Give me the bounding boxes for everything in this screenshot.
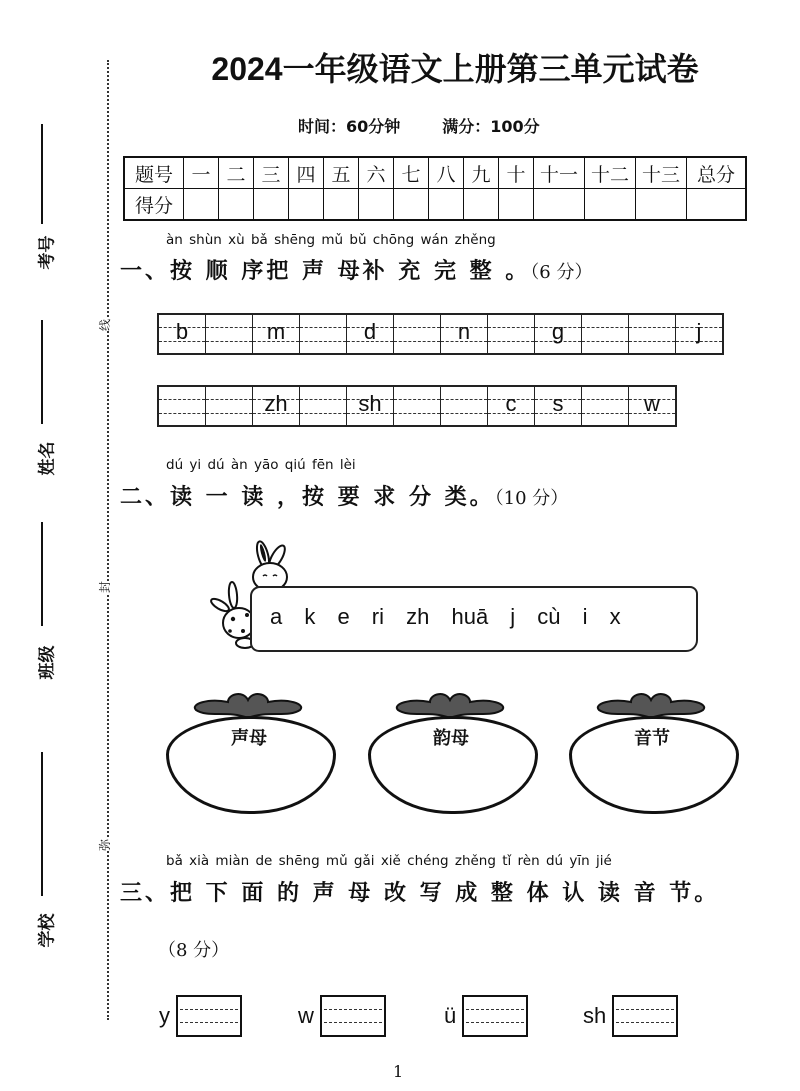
col-9: 九 (464, 157, 499, 189)
grid-cell[interactable]: c (488, 387, 535, 425)
grid-cell[interactable] (582, 387, 629, 425)
section1-points: （6 分） (530, 262, 593, 283)
section1-grid-row-2 (157, 385, 677, 427)
section1-grid-row-1 (157, 313, 724, 355)
grid-cell[interactable]: zh (253, 387, 300, 425)
answer-box[interactable] (176, 995, 242, 1037)
exam-info (298, 114, 582, 137)
score-cell[interactable] (359, 189, 394, 221)
section2-heading-text: 二、读 一 读 ，按 要 求 分 类。 (120, 485, 495, 510)
score-cell[interactable] (534, 189, 585, 221)
full-score: 满分：100分 (442, 117, 540, 136)
grid-cell[interactable] (394, 387, 441, 425)
col-4: 四 (289, 157, 324, 189)
answer-item-w (298, 995, 386, 1037)
section3-points: （8 分） (158, 940, 230, 961)
row-header-score: 得分 (124, 189, 184, 221)
col-2: 二 (219, 157, 254, 189)
grid-cell[interactable] (159, 387, 206, 425)
col-11: 十一 (534, 157, 585, 189)
section3-heading: 三、把 下 面 的 声 母 改 写 成 整 体 认 读 音 节。 (120, 881, 720, 906)
score-cell[interactable] (219, 189, 254, 221)
score-cell[interactable] (636, 189, 687, 221)
answer-box[interactable] (462, 995, 528, 1037)
grid-cell[interactable]: s (535, 387, 582, 425)
answer-box[interactable] (612, 995, 678, 1037)
exam-number-label: 考号 (37, 235, 58, 270)
grid-cell[interactable] (300, 315, 347, 353)
col-10: 十 (499, 157, 534, 189)
answer-label: sh (583, 1003, 607, 1028)
answer-item-u-umlaut (444, 995, 528, 1037)
category-basket-initials (162, 690, 336, 810)
binding-mark-close: 弥 (98, 838, 113, 852)
grid-cell[interactable]: sh (347, 387, 394, 425)
page-number: 1 (393, 1062, 404, 1081)
page-title: 2024一年级语文上册第三单元试卷 (211, 51, 699, 87)
binding-mark-seal: 封 (98, 580, 113, 594)
binding-mark-line: 线 (98, 318, 113, 332)
col-12: 十二 (585, 157, 636, 189)
category-label: 音节 (634, 728, 670, 749)
section3-pinyin: bǎ xià miàn de shēng mǔ gǎi xiě chéng zhěng tǐ rèn dú yīn jié (166, 853, 612, 869)
answer-label: ü (444, 1003, 457, 1028)
grid-cell[interactable]: m (253, 315, 300, 353)
grid-cell[interactable] (300, 387, 347, 425)
section1-heading (120, 254, 592, 285)
name-label: 姓名 (37, 441, 58, 476)
answer-label: y (159, 1003, 170, 1028)
question-number-row (124, 157, 746, 189)
grid-cell[interactable] (206, 315, 253, 353)
section3-points-line (158, 936, 229, 962)
section2-heading (120, 480, 568, 511)
grid-cell[interactable]: b (159, 315, 206, 353)
score-row (124, 189, 746, 221)
row-header-question-number: 题号 (124, 157, 184, 189)
section1-pinyin: àn shùn xù bǎ shēng mǔ bǔ chōng wán zhěng (166, 232, 496, 248)
col-total: 总分 (687, 157, 747, 189)
class-label: 班级 (37, 645, 58, 680)
class-field[interactable] (41, 522, 43, 626)
section1-heading-text: 一、按 顺 序把 声 母补 充 完 整 。 (120, 259, 531, 284)
grid-cell[interactable] (441, 387, 488, 425)
grid-cell[interactable] (629, 315, 676, 353)
category-basket-finals (364, 690, 538, 810)
answer-item-sh (583, 995, 678, 1037)
answer-box[interactable] (320, 995, 386, 1037)
score-cell[interactable] (394, 189, 429, 221)
category-basket-syllables (565, 690, 739, 810)
col-1: 一 (184, 157, 219, 189)
score-cell[interactable] (254, 189, 289, 221)
grid-cell[interactable]: w (629, 387, 675, 425)
category-label: 声母 (231, 728, 267, 749)
answer-item-y (159, 995, 242, 1037)
score-cell[interactable] (429, 189, 464, 221)
score-cell[interactable] (585, 189, 636, 221)
name-field[interactable] (41, 320, 43, 424)
grid-cell[interactable]: j (676, 315, 722, 353)
section2-pinyin: dú yi dú àn yāo qiú fēn lèi (166, 457, 356, 473)
col-6: 六 (359, 157, 394, 189)
col-5: 五 (324, 157, 359, 189)
exam-time: 时间：60分钟 (298, 117, 401, 136)
score-cell[interactable] (324, 189, 359, 221)
school-field[interactable] (41, 752, 43, 896)
banner-items: a k e ri zh huā j cù i x (270, 604, 621, 629)
grid-cell[interactable] (206, 387, 253, 425)
score-cell-total[interactable] (687, 189, 747, 221)
grid-cell[interactable] (394, 315, 441, 353)
school-label: 学校 (37, 913, 58, 948)
category-label: 韵母 (433, 728, 469, 749)
exam-number-field[interactable] (41, 124, 43, 224)
score-table (123, 156, 747, 221)
grid-cell[interactable]: d (347, 315, 394, 353)
col-7: 七 (394, 157, 429, 189)
grid-cell[interactable] (582, 315, 629, 353)
col-8: 八 (429, 157, 464, 189)
score-cell[interactable] (499, 189, 534, 221)
score-cell[interactable] (289, 189, 324, 221)
grid-cell[interactable] (488, 315, 535, 353)
col-3: 三 (254, 157, 289, 189)
score-cell[interactable] (464, 189, 499, 221)
binding-dotted-line (107, 60, 109, 1020)
col-13: 十三 (636, 157, 687, 189)
answer-label: w (298, 1003, 314, 1028)
grid-cell[interactable]: g (535, 315, 582, 353)
grid-cell[interactable]: n (441, 315, 488, 353)
section2-points: （10 分） (494, 488, 569, 509)
score-cell[interactable] (184, 189, 219, 221)
